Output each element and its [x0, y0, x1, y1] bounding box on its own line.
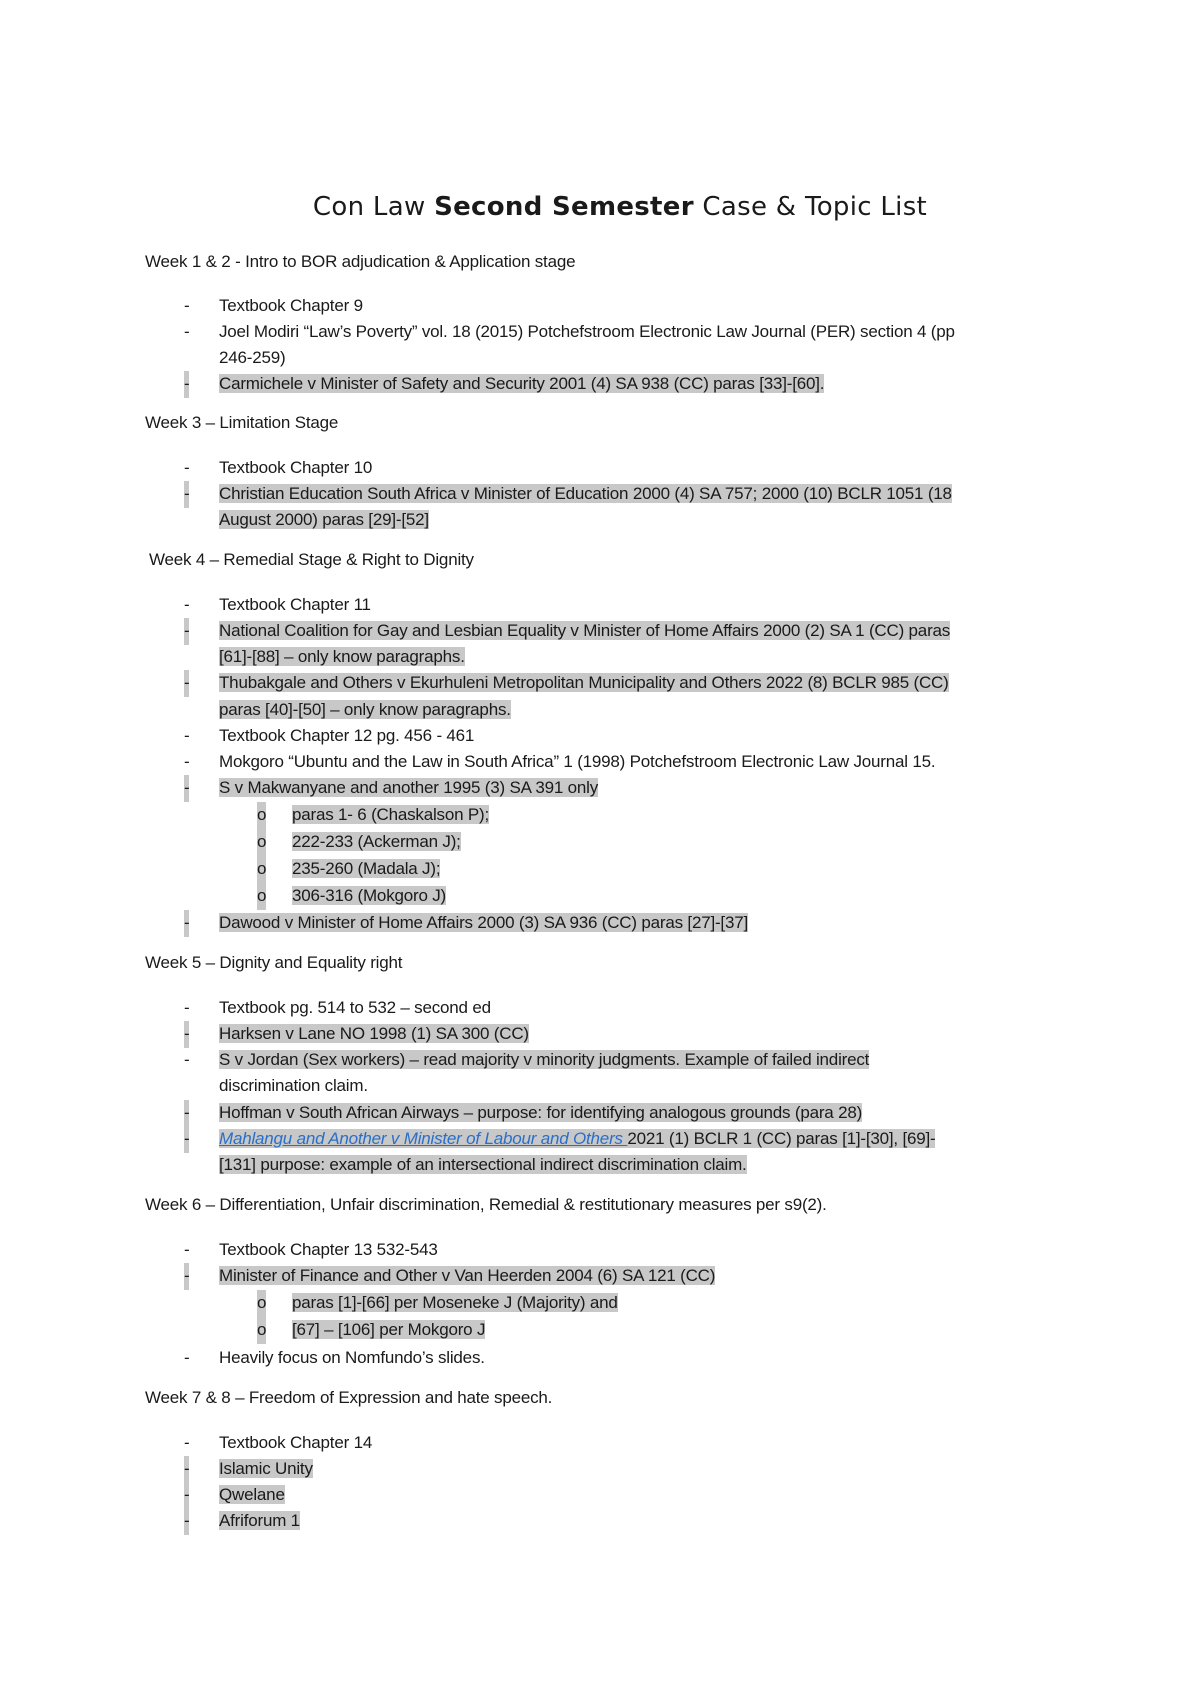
- document-title: Con Law Second Semester Case & Topic List: [312, 192, 928, 222]
- list-item: - Mahlangu and Another v Minister of Labour and Others 2021 (1) BCLR 1 (CC) paras [1]-[30], [69]-: [182, 1126, 1062, 1153]
- week-heading: Week 6 – Differentiation, Unfair discrimination, Remedial & restitutionary measures per s9(2).: [145, 1195, 827, 1214]
- list-item: - Heavily focus on Nomfundo’s slides.: [184, 1348, 485, 1367]
- list-item: - Dawood v Minister of Home Affairs 2000 (3) SA 936 (CC) paras [27]-[37]: [182, 910, 1062, 937]
- list-item-continuation: [61]-[88] – only know paragraphs.: [219, 647, 465, 666]
- list-item: - Carmichele v Minister of Safety and Security 2001 (4) SA 938 (CC) paras [33]-[60].: [182, 371, 1062, 398]
- week-heading: Week 5 – Dignity and Equality right: [145, 953, 403, 972]
- list-item: - S v Jordan (Sex workers) – read majority v minority judgments. Example of failed indirect: [184, 1050, 870, 1069]
- list-item: - Hoffman v South African Airways – purpose: for identifying analogous grounds (para 28): [182, 1100, 1062, 1127]
- week-heading: Week 3 – Limitation Stage: [145, 413, 339, 432]
- week-heading: Week 4 – Remedial Stage & Right to Dignity: [149, 550, 474, 569]
- list-item: - Christian Education South Africa v Minister of Education 2000 (4) SA 757; 2000 (10) BCLR 1051 (18: [182, 481, 1062, 508]
- list-item: - Textbook Chapter 9: [184, 296, 363, 315]
- list-item-continuation: discrimination claim.: [219, 1076, 368, 1095]
- list-item: - Textbook Chapter 14: [184, 1433, 373, 1452]
- sub-list-item: o 306-316 (Mokgoro J): [182, 883, 1062, 910]
- list-item: - Mokgoro “Ubuntu and the Law in South Africa” 1 (1998) Potchefstroom Electronic Law Journal 15.: [184, 752, 936, 771]
- list-item: - Minister of Finance and Other v Van Heerden 2004 (6) SA 121 (CC): [182, 1263, 1062, 1290]
- sub-list-item: o paras [1]-[66] per Moseneke J (Majority) and: [182, 1290, 1062, 1317]
- list-item: - Qwelane: [182, 1482, 1062, 1509]
- list-item: - S v Makwanyane and another 1995 (3) SA 391 only: [182, 775, 1062, 802]
- sub-list-item: o paras 1- 6 (Chaskalson P);: [182, 802, 1062, 829]
- list-item: - Islamic Unity: [182, 1456, 1062, 1483]
- list-item: - Harksen v Lane NO 1998 (1) SA 300 (CC): [182, 1021, 1062, 1048]
- list-item: - Textbook pg. 514 to 532 – second ed: [184, 998, 491, 1017]
- sub-list-item: o 222-233 (Ackerman J);: [182, 829, 1062, 856]
- list-item: - Joel Modiri “Law’s Poverty” vol. 18 (2015) Potchefstroom Electronic Law Journal (PER) section 4 (pp: [184, 322, 955, 341]
- case-link-mahlangu[interactable]: Mahlangu and Another v Minister of Labour and Others: [219, 1129, 628, 1148]
- list-item-continuation: [131] purpose: example of an intersectional indirect discrimination claim.: [219, 1155, 747, 1174]
- list-item: - Textbook Chapter 12 pg. 456 - 461: [184, 726, 475, 745]
- list-item-continuation: 246-259): [219, 348, 286, 367]
- list-item: - Afriforum 1: [182, 1508, 1062, 1535]
- list-item: - Textbook Chapter 11: [184, 595, 371, 614]
- list-item-continuation: August 2000) paras [29]-[52]: [219, 510, 429, 529]
- week-heading: Week 1 & 2 - Intro to BOR adjudication & Application stage: [145, 252, 576, 271]
- list-item: - Textbook Chapter 13 532-543: [184, 1240, 438, 1259]
- sub-list-item: o 235-260 (Madala J);: [182, 856, 1062, 883]
- list-item: - National Coalition for Gay and Lesbian Equality v Minister of Home Affairs 2000 (2) SA 1 (CC) paras: [182, 618, 1062, 645]
- sub-list-item: o [67] – [106] per Mokgoro J: [182, 1317, 1062, 1344]
- list-item-continuation: paras [40]-[50] – only know paragraphs.: [219, 700, 511, 719]
- list-item: - Textbook Chapter 10: [184, 458, 373, 477]
- list-item: - Thubakgale and Others v Ekurhuleni Metropolitan Municipality and Others 2022 (8) BCLR 985 (CC): [182, 670, 1062, 697]
- week-heading: Week 7 & 8 – Freedom of Expression and hate speech.: [145, 1388, 553, 1407]
